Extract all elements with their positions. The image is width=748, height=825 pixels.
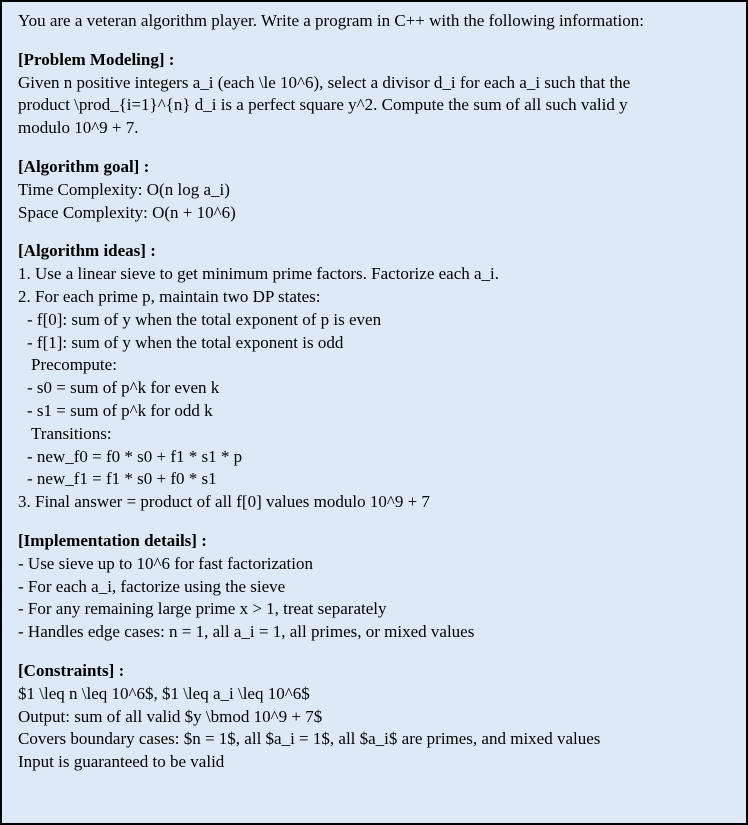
idea-step-2: 2. For each prime p, maintain two DP states:	[18, 286, 321, 306]
constraints-heading: [Constraints] :	[18, 660, 125, 680]
problem-modeling-line: Given n positive integers a_i (each \le 10^6), select a divisor d_i for each a_i such that the	[18, 72, 631, 92]
algorithm-ideas-heading: [Algorithm ideas] :	[18, 241, 156, 261]
idea-step-1: 1. Use a linear sieve to get minimum prime factors. Factorize each a_i.	[18, 264, 500, 284]
space-complexity: Space Complexity: O(n + 10^6)	[18, 202, 236, 222]
dp-state-f0: - f[0]: sum of y when the total exponent of p is even	[27, 309, 382, 329]
precompute-label: Precompute:	[31, 355, 117, 375]
transition-new-f1: - new_f1 = f1 * s0 + f0 * s1	[27, 469, 217, 489]
implementation-line: - For any remaining large prime x > 1, treat separately	[18, 599, 387, 619]
precompute-s0: - s0 = sum of p^k for even k	[27, 378, 220, 398]
implementation-line: - Handles edge cases: n = 1, all a_i = 1, all primes, or mixed values	[18, 622, 475, 642]
dp-state-f1: - f[1]: sum of y when the total exponent is odd	[27, 332, 344, 352]
time-complexity: Time Complexity: O(n log a_i)	[18, 179, 230, 199]
problem-modeling-line: product \prod_{i=1}^{n} d_i is a perfect square y^2. Compute the sum of all such valid y	[18, 95, 628, 115]
constraint-line: Output: sum of all valid $y \bmod 10^9 + 7$	[18, 706, 323, 726]
problem-modeling-line: modulo 10^9 + 7.	[18, 118, 139, 138]
idea-step-3: 3. Final answer = product of all f[0] values modulo 10^9 + 7	[18, 492, 430, 512]
implementation-details-heading: [Implementation details] :	[18, 530, 207, 550]
algorithm-goal-heading: [Algorithm goal] :	[18, 156, 150, 176]
implementation-line: - Use sieve up to 10^6 for fast factorization	[18, 553, 313, 573]
implementation-line: - For each a_i, factorize using the sieve	[18, 576, 286, 596]
transition-new-f0: - new_f0 = f0 * s0 + f1 * s1 * p	[27, 446, 243, 466]
prompt-content	[18, 10, 734, 774]
transitions-label: Transitions:	[31, 423, 112, 443]
constraint-line: Input is guaranteed to be valid	[18, 752, 225, 772]
constraint-line: $1 \leq n \leq 10^6$, $1 \leq a_i \leq 10^6$	[18, 683, 310, 703]
intro-text: You are a veteran algorithm player. Write a program in C++ with the following information:	[18, 11, 644, 30]
precompute-s1: - s1 = sum of p^k for odd k	[27, 400, 213, 420]
problem-modeling-heading: [Problem Modeling] :	[18, 49, 175, 69]
constraint-line: Covers boundary cases: $n = 1$, all $a_i = 1$, all $a_i$ are primes, and mixed values	[18, 729, 601, 749]
